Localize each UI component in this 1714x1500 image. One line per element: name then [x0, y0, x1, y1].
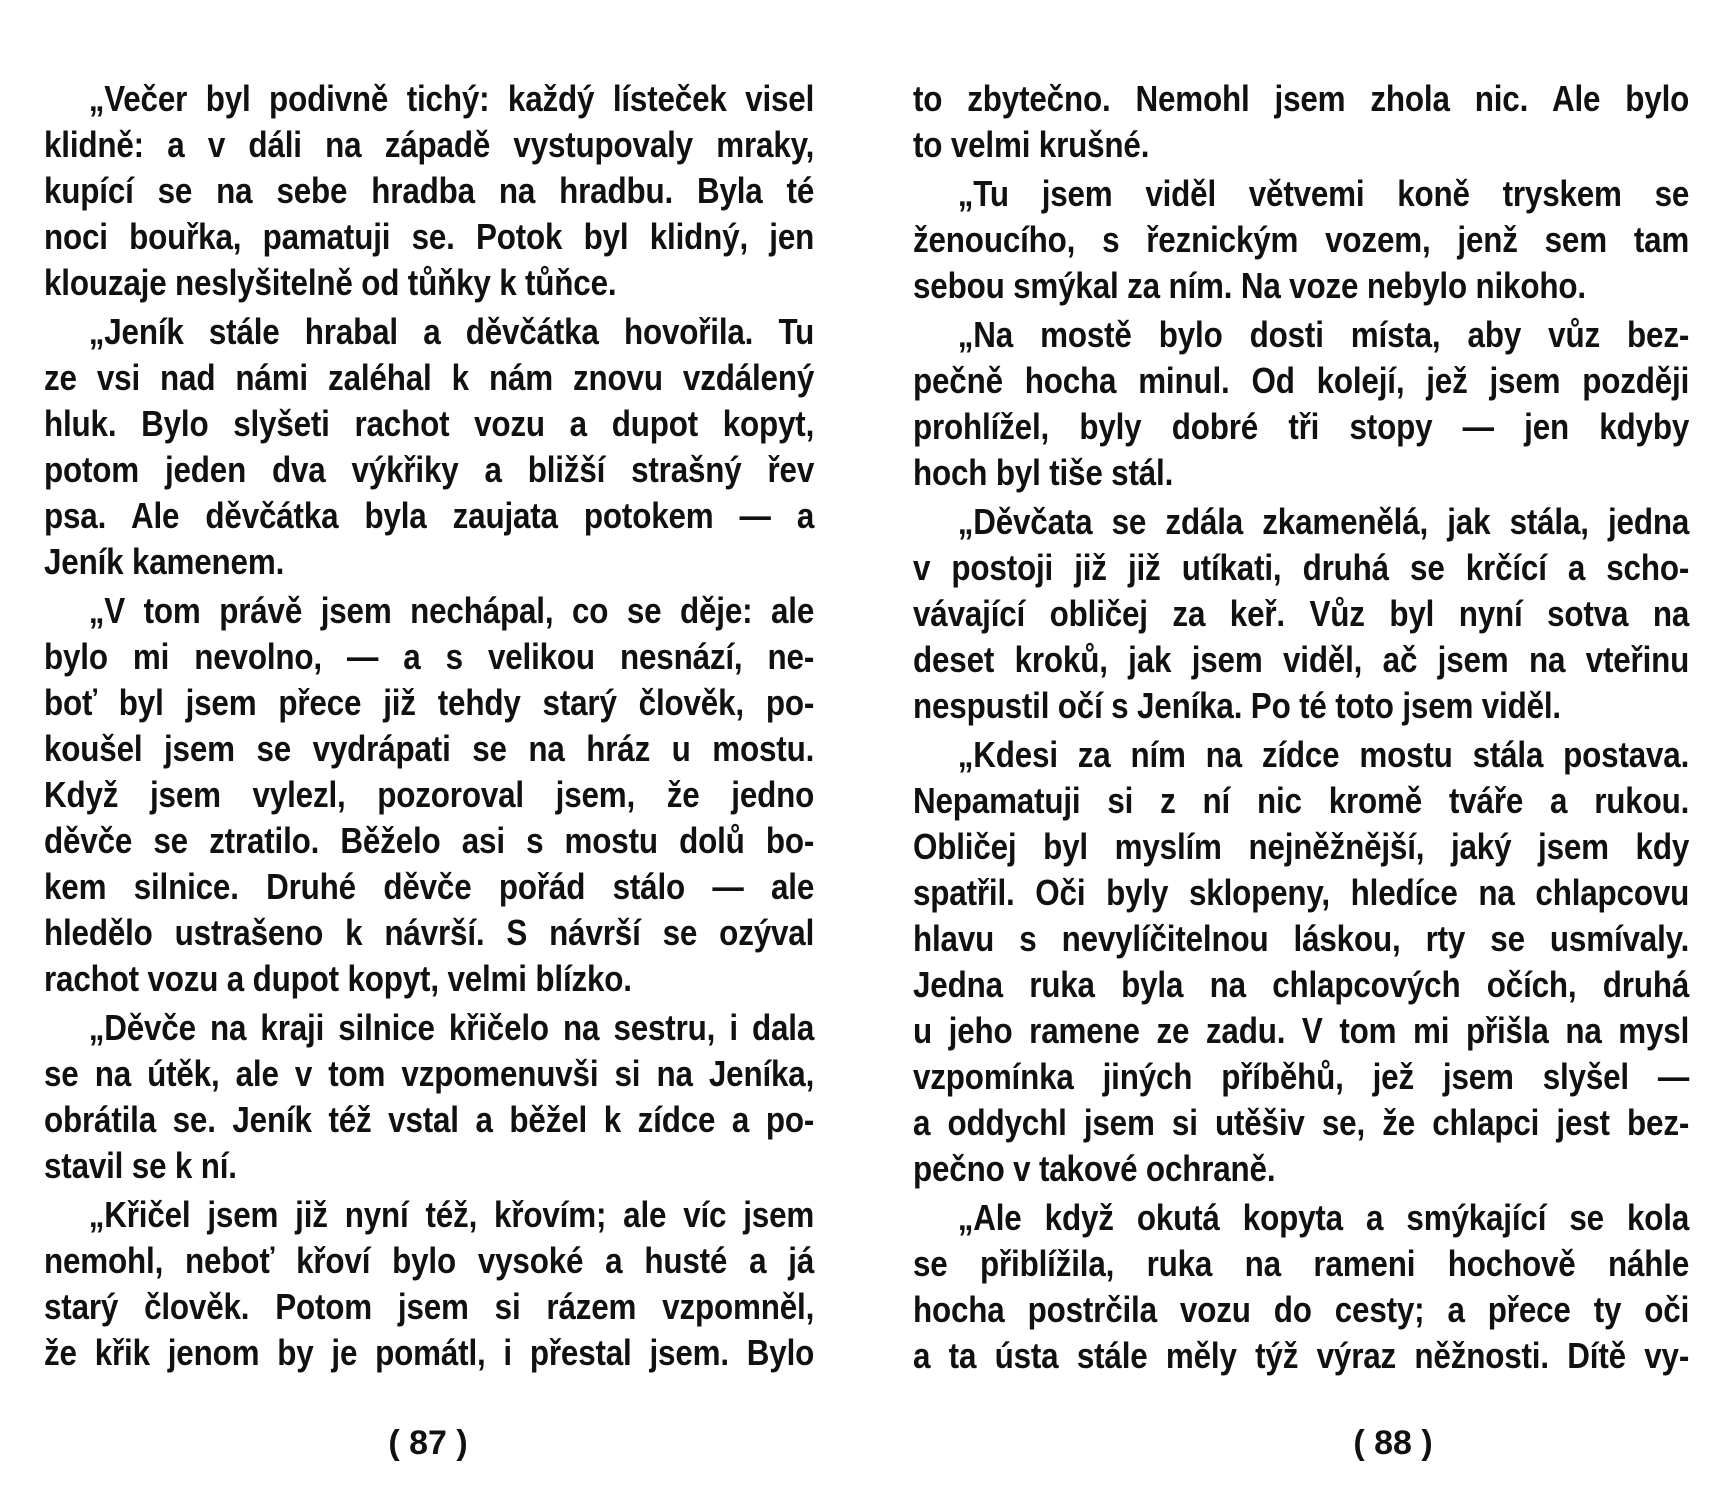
page-number: ( 87 ) [388, 1424, 468, 1462]
text-line: stavil se k ní. [44, 1145, 237, 1186]
paragraph [44, 1192, 814, 1376]
page-number: ( 88 ) [1353, 1424, 1433, 1462]
text-line: bylo mi nevolno, — a s velikou nesnází, ne- [44, 636, 815, 677]
text-line: ženoucího, s řeznickým vozem, jenž sem tam [913, 219, 1690, 260]
text-line: „Děvče na kraji silnice křičelo na sestru, i dala [88, 1007, 815, 1048]
text-line: kupící se na sebe hradba na hradbu. Byla té [44, 170, 815, 211]
text-line: pečno v takové ochraně. [913, 1148, 1276, 1189]
right-page [857, 0, 1714, 1500]
text-line: „Děvčata se zdála zkamenělá, jak stála, jedna [957, 501, 1690, 542]
text-line: ze vsi nad námi zaléhal k nám znovu vzdálený [44, 357, 815, 398]
text-line: boť byl jsem přece již tehdy starý člověk, po- [44, 682, 815, 723]
text-line: Nepamatuji si z ní nic kromě tváře a rukou. [913, 780, 1690, 821]
paragraph [913, 312, 1689, 496]
text-line: spatřil. Oči byly sklopeny, hledíce na chlapcovu [913, 872, 1690, 913]
text-line: sebou smýkal za ním. Na voze nebylo nikoho. [913, 265, 1586, 306]
text-line: klidně: a v dáli na západě vystupovaly mraky, [44, 124, 815, 165]
text-line: Jeník kamenem. [44, 541, 285, 582]
text-line: a ta ústa stále měly týž výraz něžnosti. Dítě vy- [913, 1335, 1690, 1376]
paragraph [44, 588, 814, 1002]
text-line: u jeho ramene ze zadu. V tom mi přišla na mysl [913, 1010, 1690, 1051]
text-line: prohlížel, byly dobré tři stopy — jen kdyby [913, 406, 1690, 447]
paragraph [913, 499, 1689, 729]
paragraph [44, 76, 814, 306]
text-line: psa. Ale děvčátka byla zaujata potokem — a [44, 495, 815, 536]
text-line: v postoji již již utíkati, druhá se krčící a scho- [913, 547, 1690, 588]
text-line: a oddychl jsem si utěšiv se, že chlapci jest bez- [913, 1102, 1690, 1143]
text-line: deset kroků, jak jsem viděl, ač jsem na vteřinu [913, 639, 1690, 680]
text-line: se přiblížila, ruka na rameni hochově náhle [913, 1243, 1690, 1284]
text-line: to velmi krušné. [913, 124, 1150, 165]
paragraph [44, 1005, 814, 1189]
paragraph [913, 732, 1689, 1192]
text-line: „Ale když okutá kopyta a smýkající se kola [957, 1197, 1690, 1238]
text-line: „Na mostě bylo dosti místa, aby vůz bez- [957, 314, 1690, 355]
text-line: že křik jenom by je pomátl, i přestal jsem. Bylo [44, 1332, 815, 1373]
text-line: hluk. Bylo slyšeti rachot vozu a dupot kopyt, [44, 403, 815, 444]
text-line: to zbytečno. Nemohl jsem zhola nic. Ale bylo [913, 78, 1690, 119]
text-line: hocha postrčila vozu do cesty; a přece ty oči [913, 1289, 1690, 1330]
paragraph [44, 309, 814, 585]
text-line: Jedna ruka byla na chlapcových očích, druhá [913, 964, 1690, 1005]
text-line: hoch byl tiše stál. [913, 452, 1174, 493]
text-line: „Kdesi za ním na zídce mostu stála postava. [957, 734, 1690, 775]
left-page-text [44, 76, 814, 1376]
paragraph [913, 1195, 1689, 1379]
text-line: noci bouřka, pamatuji se. Potok byl klidný, jen [44, 216, 815, 257]
text-line: „Jeník stále hrabal a děvčátka hovořila. Tu [88, 311, 815, 352]
text-line: obrátila se. Jeník též vstal a běžel k zídce a po- [44, 1099, 815, 1140]
right-page-text [913, 76, 1689, 1379]
text-line: vávající obličej za keř. Vůz byl nyní sotva na [913, 593, 1690, 634]
text-line: nemohl, neboť křoví bylo vysoké a husté a já [44, 1240, 815, 1281]
text-line: vzpomínka jiných příběhů, jež jsem slyšel — [913, 1056, 1690, 1097]
text-line: „Tu jsem viděl větvemi koně tryskem se [957, 173, 1690, 214]
text-line: hlavu s nevylíčitelnou láskou, rty se usmívaly. [913, 918, 1690, 959]
paragraph [913, 171, 1689, 309]
text-line: „Večer byl podivně tichý: každý lísteček visel [88, 78, 815, 119]
text-line: klouzaje neslyšitelně od tůňky k tůňce. [44, 262, 617, 303]
text-line: děvče se ztratilo. Běželo asi s mostu dolů bo- [44, 820, 815, 861]
text-line: se na útěk, ale v tom vzpomenuvši si na Jeníka, [44, 1053, 815, 1094]
text-line: hledělo ustrašeno k návrší. S návrší se ozýval [44, 912, 815, 953]
text-line: kem silnice. Druhé děvče pořád stálo — ale [44, 866, 815, 907]
text-line: starý člověk. Potom jsem si rázem vzpomněl, [44, 1286, 815, 1327]
text-line: potom jeden dva výkřiky a bližší strašný řev [44, 449, 815, 490]
text-line: rachot vozu a dupot kopyt, velmi blízko. [44, 958, 632, 999]
text-line: „V tom právě jsem nechápal, co se děje: ale [88, 590, 815, 631]
text-line: Obličej byl myslím nejněžnější, jaký jsem kdy [913, 826, 1690, 867]
text-line: Když jsem vylezl, pozoroval jsem, že jedno [44, 774, 815, 815]
text-line: pečně hocha minul. Od kolejí, jež jsem později [913, 360, 1690, 401]
text-line: koušel jsem se vydrápati se na hráz u mostu. [44, 728, 815, 769]
text-line: „Křičel jsem již nyní též, křovím; ale víc jsem [88, 1194, 815, 1235]
paragraph [913, 76, 1689, 168]
text-line: nespustil očí s Jeníka. Po té toto jsem viděl. [913, 685, 1561, 726]
